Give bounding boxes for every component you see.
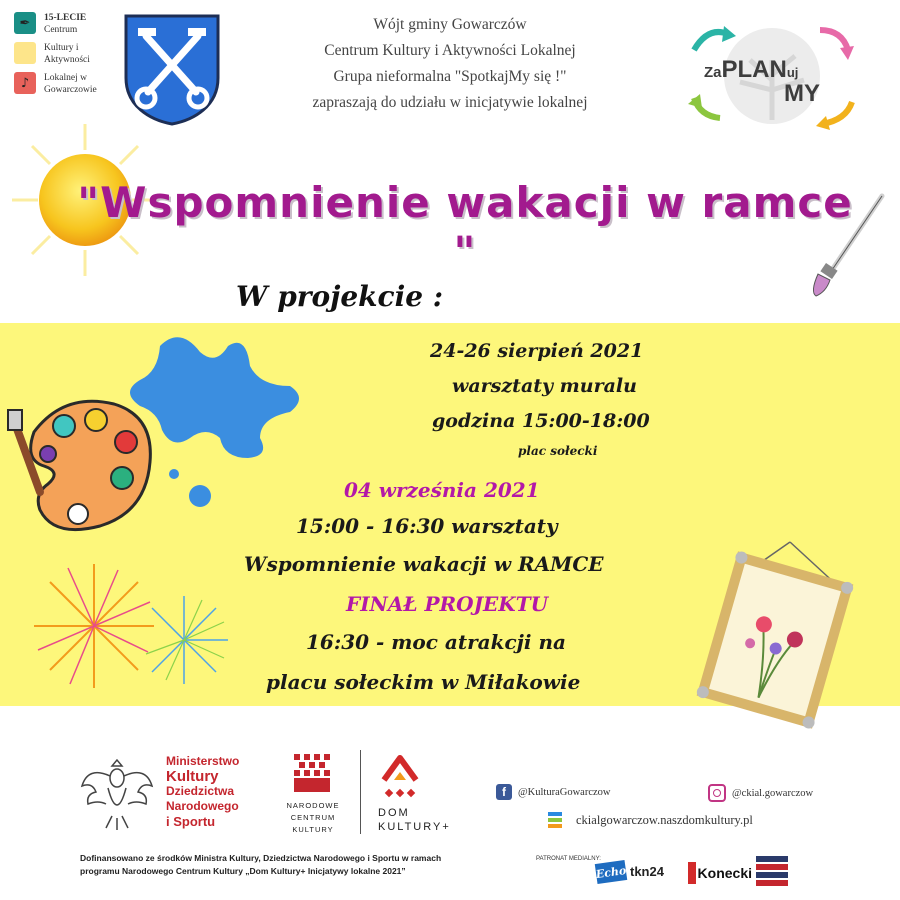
schedule-attractions: 16:30 - moc atrakcji na	[306, 630, 566, 654]
schedule-place: plac sołecki	[518, 444, 598, 458]
echo-logo: Echo	[595, 860, 627, 884]
instagram-link[interactable]	[708, 784, 813, 802]
instagram-handle: @ckial.gowarczow	[732, 787, 814, 799]
instagram-icon	[708, 784, 726, 802]
ministry-line: Dziedzictwa	[166, 784, 235, 798]
paint-palette-icon	[4, 392, 164, 542]
legend-item: Lokalnej w	[44, 73, 88, 83]
in-project-heading: W projekcie :	[236, 280, 444, 313]
nck-label	[280, 800, 346, 836]
tkn24-logo: tkn24	[630, 864, 664, 879]
konecki-bar-icon	[688, 862, 696, 884]
legend-item: Aktywności	[44, 55, 90, 65]
schedule-location: placu sołeckim w Miłakowie	[266, 670, 581, 694]
gowarczow-crest-icon	[124, 14, 220, 126]
feather-icon: ✒	[14, 12, 36, 34]
legend-row-1	[14, 12, 124, 36]
nck-line: NARODOWE	[286, 801, 340, 810]
ministry-line: Ministerstwo	[166, 754, 240, 768]
schedule-workshop-name: Wspomnienie wakacji w RAMCE	[244, 552, 604, 576]
dom-kultury-label	[378, 806, 451, 834]
header-line: zapraszają do udziału w inicjatywie lokalnej	[312, 94, 588, 111]
schedule-dates-1: 24-26 sierpień 2021	[430, 340, 644, 362]
schedule-date-2: 04 września 2021	[344, 478, 540, 502]
nck-castle-icon	[292, 752, 332, 796]
schedule-final: FINAŁ PROJEKTU	[346, 592, 549, 616]
logo-my: MY	[784, 80, 820, 107]
facebook-handle: @KulturaGowarczow	[518, 786, 611, 798]
legend-item: Kultury i	[44, 43, 79, 53]
dom-kultury-house-icon	[380, 750, 420, 802]
music-note-icon: ♪	[14, 72, 36, 94]
schedule-workshop-time: 15:00 - 16:30 warsztaty	[296, 514, 558, 538]
legend-title: 15-LECIE	[44, 13, 87, 23]
dom-line: DOM	[378, 807, 410, 819]
facebook-link[interactable]	[496, 784, 610, 800]
legend-item: Centrum	[44, 25, 78, 35]
ministry-logo	[166, 754, 239, 829]
logo-plan: PLAN	[721, 56, 787, 83]
legend-row-3	[14, 72, 124, 96]
ministry-line: i Sportu	[166, 814, 216, 829]
facebook-icon: f	[496, 784, 512, 800]
website-link[interactable]	[548, 812, 753, 828]
ministry-line: Narodowego	[166, 799, 239, 813]
website-url: ckialgowarczow.naszdomkultury.pl	[576, 812, 753, 827]
zaplanuj-my-logo	[680, 20, 862, 132]
picture-frame-icon	[690, 540, 860, 730]
ministry-line: Kultury	[166, 768, 219, 785]
media-stack-icon	[756, 856, 788, 888]
legend-item: Gowarczowie	[44, 85, 97, 95]
funding-line: Dofinansowano ze środków Ministra Kultury, Dziedzictwa Narodowego i Sportu w ramach	[80, 853, 442, 863]
campaign-title: "Wspomnienie wakacji w ramce "	[77, 178, 853, 276]
polish-eagle-icon	[78, 752, 156, 832]
logo-za: Za	[704, 64, 722, 81]
funding-note	[80, 852, 500, 878]
nck-line: CENTRUM	[290, 813, 336, 822]
organizers-header	[240, 12, 660, 116]
dom-line: KULTURY+	[378, 821, 451, 833]
logo-uj: uj	[786, 65, 799, 80]
schedule-mural: warsztaty muralu	[452, 375, 637, 397]
header-line: Grupa nieformalna "SpotkajMy się !"	[333, 68, 567, 85]
media-patron-label: PATRONAT MEDIALNY:	[536, 856, 601, 862]
konecki-logo	[688, 862, 752, 884]
legend-row-2	[14, 42, 124, 66]
konecki-text: Konecki	[697, 865, 752, 881]
fireworks-icon	[28, 556, 238, 706]
schedule-hours: godzina 15:00-18:00	[432, 410, 650, 432]
nck-line: KULTURY	[292, 825, 334, 834]
header-line: Wójt gminy Gowarczów	[373, 16, 527, 33]
funding-line: programu Narodowego Centrum Kultury „Dom Kultury+ Inicjatywy lokalne 2021”	[80, 866, 406, 876]
logo-divider	[360, 750, 361, 834]
anniversary-legend	[14, 12, 124, 102]
yellow-swatch-icon	[14, 42, 36, 64]
website-icon	[548, 812, 562, 828]
header-line: Centrum Kultury i Aktywności Lokalnej	[324, 42, 576, 59]
paintbrush-icon	[808, 192, 888, 302]
